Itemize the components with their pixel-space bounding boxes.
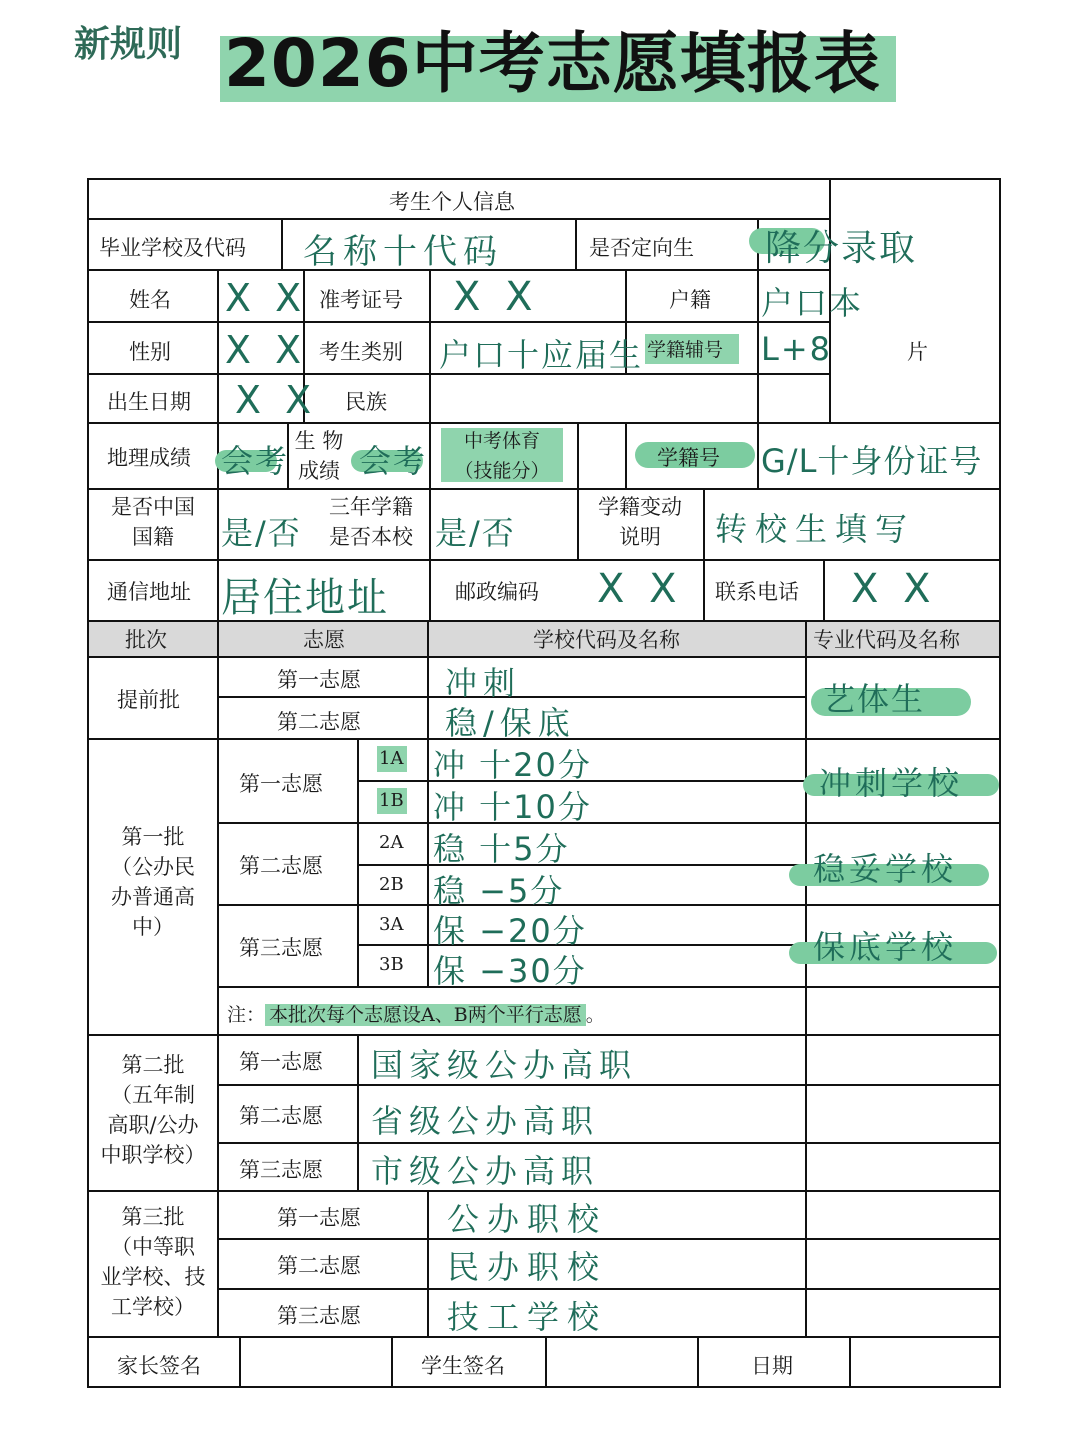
reg-aux-value: L+8 bbox=[761, 330, 832, 368]
batch1-label-line4: 中） bbox=[132, 915, 174, 939]
phone-value: X X bbox=[851, 566, 937, 612]
batch1-note bbox=[227, 1000, 605, 1027]
nationality-label bbox=[89, 492, 217, 552]
batch2-label bbox=[89, 1050, 217, 1170]
batch1-choice3: 第三志愿 bbox=[239, 936, 323, 960]
batch2-choice1: 第一志愿 bbox=[239, 1050, 323, 1074]
transfer-label bbox=[577, 492, 703, 552]
batch2-label-line2: （五年制 bbox=[111, 1083, 195, 1107]
choice-1b-value: 冲 十10分 bbox=[433, 788, 592, 826]
postcode-label: 邮政编码 bbox=[455, 580, 539, 604]
hukou-label: 户籍 bbox=[669, 288, 711, 312]
batch2-label-line3: 高职/公办 bbox=[107, 1113, 199, 1137]
bio-label bbox=[289, 426, 349, 486]
geo-value: 会考 bbox=[221, 442, 290, 480]
header-school: 学校代码及名称 bbox=[533, 628, 680, 652]
batch2-label-line1: 第二批 bbox=[121, 1053, 185, 1077]
batch2-choice3-value: 市级公办高职 bbox=[371, 1152, 600, 1190]
directed-value: 降分录取 bbox=[765, 228, 918, 269]
early-batch-label: 提前批 bbox=[117, 688, 180, 712]
batch2-choice1-value: 国家级公办高职 bbox=[371, 1046, 638, 1084]
batch2-choice2-value: 省级公办高职 bbox=[371, 1102, 600, 1140]
nationality-label-line1: 是否中国 bbox=[111, 495, 195, 519]
reg-value: G/L十身份证号 bbox=[761, 442, 983, 480]
code-3b: 3B bbox=[379, 954, 404, 975]
batch1-choice2: 第二志愿 bbox=[239, 854, 323, 878]
early-choice1-school: 冲刺 bbox=[445, 664, 522, 702]
category-label: 考生类别 bbox=[319, 340, 403, 364]
school-label: 毕业学校及代码 bbox=[99, 236, 246, 260]
choice-2a-value: 稳 十5分 bbox=[433, 830, 570, 868]
three-year-label bbox=[311, 492, 431, 552]
geo-label: 地理成绩 bbox=[107, 446, 191, 470]
page-title: 2026中考志愿填报表 bbox=[224, 25, 881, 102]
batch1-choice1: 第一志愿 bbox=[239, 772, 323, 796]
header-major: 专业代码及名称 bbox=[813, 628, 960, 652]
name-label: 姓名 bbox=[129, 288, 171, 312]
batch3-label bbox=[89, 1202, 217, 1322]
reg-aux-label: 学籍辅号 bbox=[647, 339, 724, 361]
three-year-value: 是/否 bbox=[435, 514, 516, 552]
header-batch: 批次 bbox=[125, 628, 167, 652]
batch2-choice3: 第三志愿 bbox=[239, 1158, 323, 1182]
address-value: 居住地址 bbox=[221, 575, 389, 621]
choice-2b-value: 稳 −5分 bbox=[433, 872, 565, 910]
rule-tag: 新规则 bbox=[74, 24, 183, 65]
pe-label bbox=[441, 426, 563, 486]
batch3-choice3-value: 技工学校 bbox=[447, 1298, 608, 1336]
photo-label: 片 bbox=[907, 340, 928, 364]
batch1-label-line2: （公办民 bbox=[111, 855, 195, 879]
batch3-label-line1: 第三批 bbox=[121, 1205, 185, 1229]
batch1-label-line3: 办普通高 bbox=[111, 885, 195, 909]
exam-id-value: X X bbox=[453, 274, 539, 320]
choice-3b-value: 保 −30分 bbox=[433, 952, 587, 990]
birth-value: X X bbox=[235, 378, 318, 422]
title-block bbox=[220, 22, 896, 104]
school-value: 名称十代码 bbox=[303, 232, 503, 272]
date-label: 日期 bbox=[751, 1354, 793, 1378]
address-label: 通信地址 bbox=[107, 580, 191, 604]
pe-label-line2: （技能分） bbox=[454, 460, 550, 482]
batch3-label-line3: 业学校、技 bbox=[100, 1265, 206, 1289]
parent-signature-label: 家长签名 bbox=[117, 1354, 201, 1378]
nationality-value: 是/否 bbox=[221, 514, 302, 552]
code-1b: 1B bbox=[379, 790, 404, 811]
batch2-label-line4: 中职学校） bbox=[100, 1143, 206, 1167]
batch3-choice2-value: 民办职校 bbox=[447, 1248, 608, 1286]
directed-label: 是否定向生 bbox=[589, 236, 694, 260]
choice-3a-value: 保 −20分 bbox=[433, 912, 587, 950]
batch3-label-line4: 工学校） bbox=[111, 1295, 195, 1319]
three-year-label-line2: 是否本校 bbox=[329, 525, 413, 549]
transfer-label-line2: 说明 bbox=[619, 525, 661, 549]
exam-id-label: 准考证号 bbox=[319, 288, 403, 312]
choice-1a-value: 冲 十20分 bbox=[433, 746, 592, 784]
transfer-value: 转校生填写 bbox=[715, 510, 916, 548]
batch3-label-line2: （中等职 bbox=[111, 1235, 195, 1259]
major-2: 稳妥学校 bbox=[813, 850, 958, 888]
batch1-label bbox=[89, 822, 217, 942]
bio-label-line2: 成绩 bbox=[298, 459, 340, 483]
personal-info-title: 考生个人信息 bbox=[389, 190, 515, 214]
gender-label: 性别 bbox=[129, 340, 171, 364]
early-major-note: 艺体生 bbox=[823, 680, 926, 718]
code-2a: 2A bbox=[379, 832, 404, 853]
phone-label: 联系电话 bbox=[715, 580, 799, 604]
gender-value: X X bbox=[225, 328, 308, 372]
application-form bbox=[87, 178, 1001, 1388]
ethnic-label: 民族 bbox=[345, 390, 387, 414]
batch3-choice2: 第二志愿 bbox=[277, 1254, 361, 1278]
bio-label-line1: 生 物 bbox=[294, 429, 344, 453]
batch3-choice1: 第一志愿 bbox=[277, 1206, 361, 1230]
pe-label-line1: 中考体育 bbox=[463, 430, 540, 452]
three-year-label-line1: 三年学籍 bbox=[329, 495, 413, 519]
batch3-choice3: 第三志愿 bbox=[277, 1304, 361, 1328]
batch1-label-line1: 第一批 bbox=[121, 825, 185, 849]
nationality-label-line2: 国籍 bbox=[132, 525, 174, 549]
header-choice: 志愿 bbox=[303, 628, 345, 652]
early-choice2: 第二志愿 bbox=[277, 710, 361, 734]
category-value: 户口十应届生 bbox=[439, 336, 644, 374]
note-end: 。 bbox=[585, 1004, 605, 1026]
student-signature-label: 学生签名 bbox=[421, 1354, 505, 1378]
reg-label: 学籍号 bbox=[657, 446, 720, 470]
bio-value: 会考 bbox=[359, 442, 428, 480]
batch2-choice2: 第二志愿 bbox=[239, 1104, 323, 1128]
name-value: X X bbox=[225, 276, 308, 320]
major-1: 冲刺学校 bbox=[819, 764, 964, 802]
batch3-choice1-value: 公办职校 bbox=[447, 1200, 608, 1238]
code-3a: 3A bbox=[379, 914, 404, 935]
birth-label: 出生日期 bbox=[107, 390, 191, 414]
code-2b: 2B bbox=[379, 874, 404, 895]
hukou-value: 户口本 bbox=[761, 284, 864, 322]
code-1a: 1A bbox=[379, 748, 404, 769]
postcode-value: X X bbox=[597, 566, 683, 612]
note-prefix: 注： bbox=[227, 1004, 266, 1026]
note-text: 本批次每个志愿设A、B两个平行志愿 bbox=[265, 1004, 586, 1026]
early-choice2-school: 稳/保底 bbox=[445, 704, 576, 742]
major-3: 保底学校 bbox=[813, 928, 958, 966]
transfer-label-line1: 学籍变动 bbox=[598, 495, 682, 519]
early-choice1: 第一志愿 bbox=[277, 668, 361, 692]
